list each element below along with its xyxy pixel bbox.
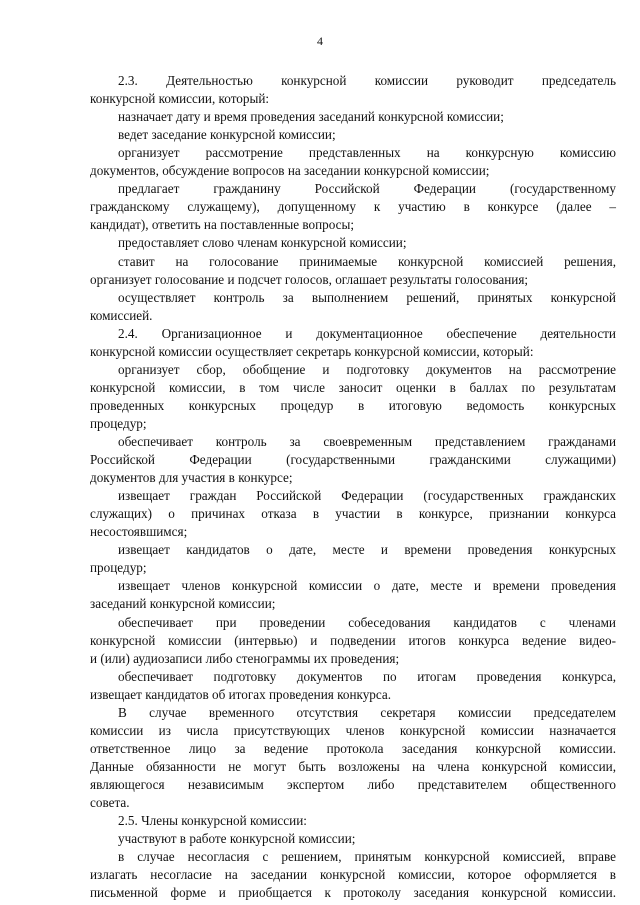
text-line: 2.4. Организационное и документационное обеспечение деятельности bbox=[118, 325, 616, 341]
text-line: комиссии из числа присутствующих членов конкурсной комиссии назначается bbox=[90, 722, 616, 738]
text-line: ответственное лицо за ведение протокола заседания конкурсной комиссии. bbox=[90, 740, 616, 756]
text-line: документов, обсуждение вопросов на заседании конкурсной комиссии; bbox=[90, 163, 490, 179]
text-line: назначает дату и время проведения заседаний конкурсной комиссии; bbox=[118, 109, 504, 125]
text-line: извещает кандидатов об итогах проведения конкурса. bbox=[90, 686, 392, 702]
text-line: В случае временного отсутствия секретаря комиссии председателем bbox=[118, 704, 616, 720]
text-line: несостоявшимся; bbox=[90, 524, 188, 540]
text-line: письменной форме и приобщается к протоколу заседания конкурсной комиссии. bbox=[90, 885, 616, 901]
text-line: конкурсной комиссии, в том числе заносит оценки в баллах по результатам bbox=[90, 379, 616, 395]
text-line: 2.5. Члены конкурсной комиссии: bbox=[118, 813, 307, 829]
text-line: служащих) о причинах отказа в участии в конкурсе, признании конкурса bbox=[90, 506, 616, 522]
text-line: организует голосование и подсчет голосов, оглашает результаты голосования; bbox=[90, 271, 529, 287]
text-line: документов для участия в конкурсе; bbox=[90, 470, 293, 486]
text-line: излагать несогласие на заседании конкурсной комиссии, которое оформляется в bbox=[90, 867, 616, 883]
text-line: конкурсной комиссии, который: bbox=[90, 91, 270, 107]
text-line: Российской Федерации (государственными гражданскими служащими) bbox=[90, 452, 616, 468]
text-line: обеспечивает подготовку документов по итогам проведения конкурса, bbox=[118, 668, 616, 684]
text-line: организует рассмотрение представленных на конкурсную комиссию bbox=[118, 145, 616, 161]
text-line: кандидат), ответить на поставленные вопросы; bbox=[90, 217, 355, 233]
text-line: гражданскому служащему), допущенному к участию в конкурсе (далее – bbox=[90, 199, 616, 215]
text-line: проведенных конкурсных процедур в итоговую ведомость конкурсных bbox=[90, 397, 616, 413]
text-line: являющегося независимым экспертом либо представителем общественного bbox=[90, 776, 616, 792]
text-line: Данные обязанности не могут быть возложены на члена конкурсной комиссии, bbox=[90, 758, 616, 774]
text-line: ведет заседание конкурсной комиссии; bbox=[118, 127, 336, 143]
text-line: обеспечивает при проведении собеседования кандидатов с членами bbox=[118, 614, 616, 630]
text-line: предлагает гражданину Российской Федерации (государственному bbox=[118, 181, 616, 197]
text-line: 2.3. Деятельностью конкурсной комиссии руководит председатель bbox=[118, 73, 616, 88]
text-line: извещает граждан Российской Федерации (государственных гражданских bbox=[118, 488, 616, 504]
text-line: обеспечивает контроль за своевременным представлением гражданами bbox=[118, 434, 616, 449]
text-line: предоставляет слово членам конкурсной комиссии; bbox=[118, 235, 407, 251]
text-line: процедур; bbox=[90, 415, 147, 431]
text-line: извещает кандидатов о дате, месте и времени проведения конкурсных bbox=[118, 542, 616, 558]
text-line: в случае несогласия с решением, принятым конкурсной комиссией, вправе bbox=[118, 849, 616, 865]
text-line: осуществляет контроль за выполнением решений, принятых конкурсной bbox=[118, 289, 616, 305]
text-line: комиссией. bbox=[90, 307, 153, 323]
page-number: 4 bbox=[317, 34, 323, 48]
text-line: конкурсной комиссии осуществляет секретарь конкурсной комиссии, который: bbox=[90, 343, 534, 359]
text-line: участвуют в работе конкурсной комиссии; bbox=[118, 831, 356, 847]
text-line: и (или) аудиозаписи либо стенограммы их проведения; bbox=[90, 650, 400, 666]
text-line: извещает членов конкурсной комиссии о дате, месте и времени проведения bbox=[118, 578, 616, 594]
text-line: заседаний конкурсной комиссии; bbox=[90, 596, 276, 612]
text-line: совета. bbox=[90, 795, 130, 810]
text-line: ставит на голосование принимаемые конкурсной комиссией решения, bbox=[118, 253, 616, 269]
text-line: организует сбор, обобщение и подготовку документов на рассмотрение bbox=[118, 361, 616, 377]
text-line: процедур; bbox=[90, 560, 147, 576]
text-line: конкурсной комиссии (интервью) и подведении итогов конкурса ведение видео- bbox=[90, 632, 616, 648]
